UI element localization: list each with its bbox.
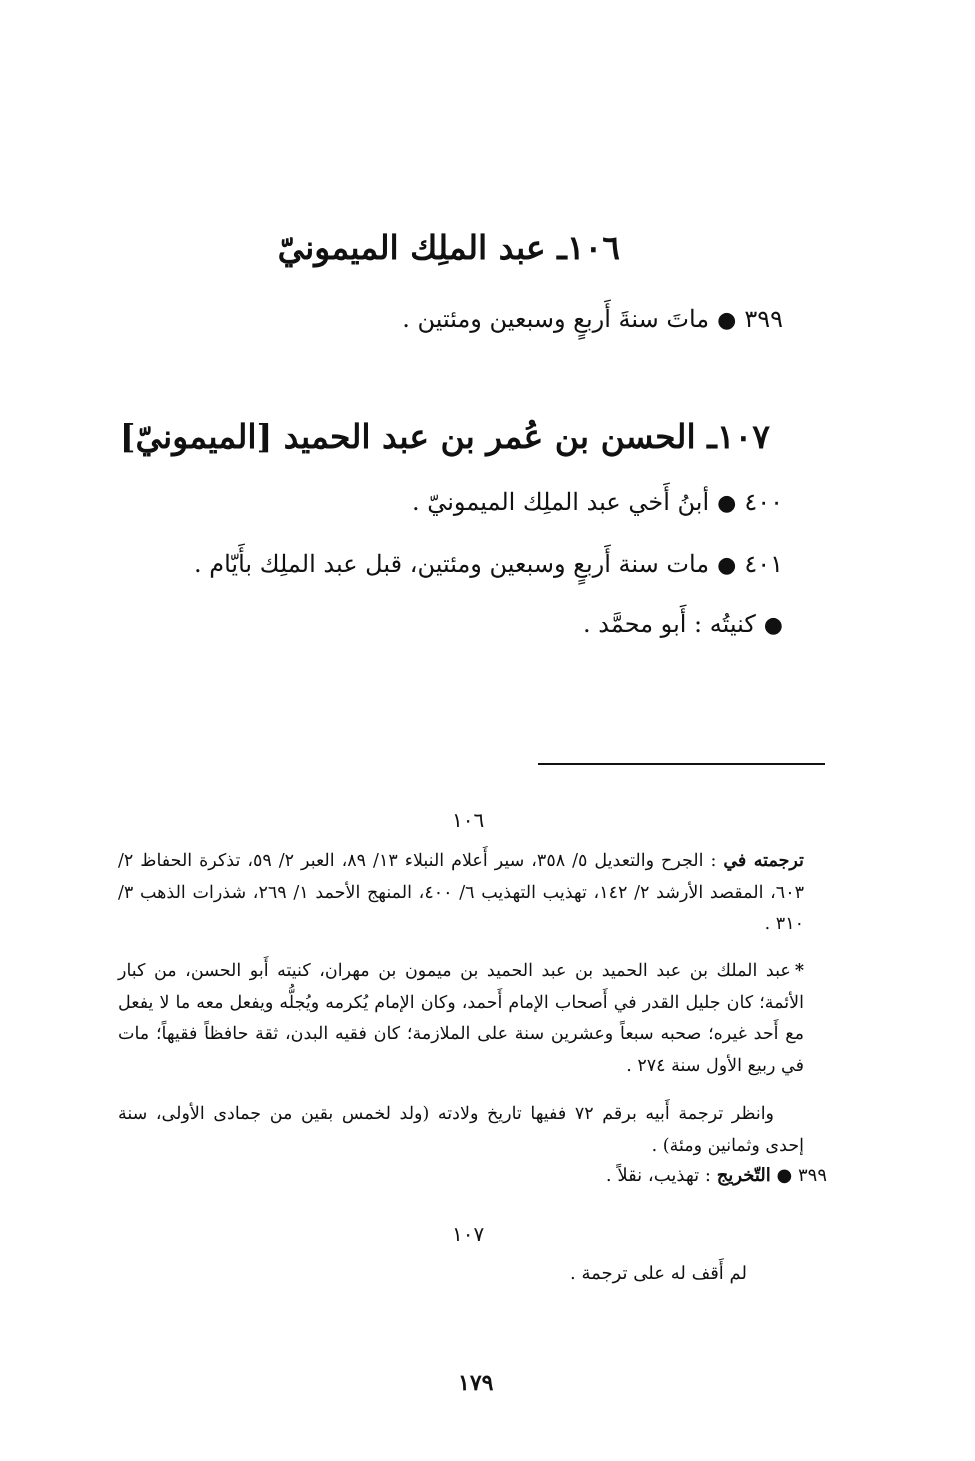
footnote-divider (538, 763, 825, 765)
footnote-sources-106 (118, 846, 804, 941)
takhrij-number: ٣٩٩ (797, 1165, 827, 1186)
bullet-icon: ● (717, 308, 737, 333)
entry-heading-106: ١٠٦ـ عبد الملِك الميمونيّ (277, 228, 620, 267)
footnote-number-107: ١٠٧ (452, 1222, 485, 1246)
biography-text: عبد الملك بن عبد الحميد بن عبد الحميد بن ميمون بن مهران، كنيته أَبو الحسن، من كبار الأئمة؛ كان جليل القدر في أَصحاب الإمام أَحمد، وكان الإمام يُكرمه ويُجلُّه ويفعل معه ما لا يفعل مع أَحد غيره؛ صحبه سبعاً وعشرين سنة على الملازمة؛ كان فقيه البدن، ثقة حافظاً فقيهاً؛ مات في ربيع الأول سنة ٢٧٤ . (118, 961, 804, 1076)
footnote-note-107: لم أَقف له على ترجمة . (570, 1263, 747, 1284)
entry-line-kunya (583, 610, 783, 638)
entry-text: مات سنة أَربعٍ وسبعين ومئتين، قبل عبد الملِك بأَيّام . (194, 550, 710, 578)
takhrij-text: : تهذيب، نقلاً . (605, 1165, 711, 1186)
footnote-see-also-106 (118, 1099, 804, 1162)
sources-label: ترجمته في (723, 851, 804, 871)
footnote-takhrij-399 (606, 1165, 827, 1186)
entry-line-401 (194, 550, 783, 578)
entry-number: ٤٠١ (744, 550, 783, 578)
bullet-icon: ● (776, 1165, 793, 1186)
entry-number: ٤٠٠ (744, 488, 783, 516)
sources-text: : الجرح والتعديل ٥/ ٣٥٨، سير أَعلام النبلاء ١٣/ ٨٩، العبر ٢/ ٥٩، تذكرة الحفاظ ٢/ ٦٠٣، المقصد الأرشد ٢/ ١٤٢، تهذيب التهذيب ٦/ ٤٠٠، المنهج الأحمد ١/ ٢٦٩، شذرات الذهب ٣/ ٣١٠ . (118, 851, 804, 934)
bullet-icon: ● (717, 553, 737, 578)
asterisk-marker: * (794, 961, 804, 981)
entry-line-399 (402, 305, 783, 333)
footnote-number-106: ١٠٦ (452, 808, 485, 832)
entry-line-400 (412, 488, 783, 516)
bullet-icon: ● (763, 613, 783, 638)
bullet-icon: ● (717, 491, 737, 516)
entry-text: ماتَ سنةَ أَربعٍ وسبعين ومئتين . (402, 305, 710, 333)
entry-number: ٣٩٩ (744, 305, 783, 333)
takhrij-label: التّخريج (716, 1165, 771, 1186)
entry-text: أبنُ أَخي عبد الملِك الميمونيّ . (411, 488, 710, 516)
entry-heading-107: ١٠٧ـ الحسن بن عُمر بن عبد الحميد [الميمونيّ] (119, 417, 770, 456)
footnote-biography-106 (118, 956, 804, 1082)
see-also-text: وانظر ترجمة أَبيه برقم ٧٢ ففيها تاريخ ولادته (ولد لخمس بقين من جمادى الأولى، سنة إحدى وثمانين ومئة) . (118, 1104, 804, 1156)
entry-text: كنيتُه : أَبو محمَّد . (582, 610, 756, 638)
page-number: ١٧٩ (458, 1370, 494, 1396)
